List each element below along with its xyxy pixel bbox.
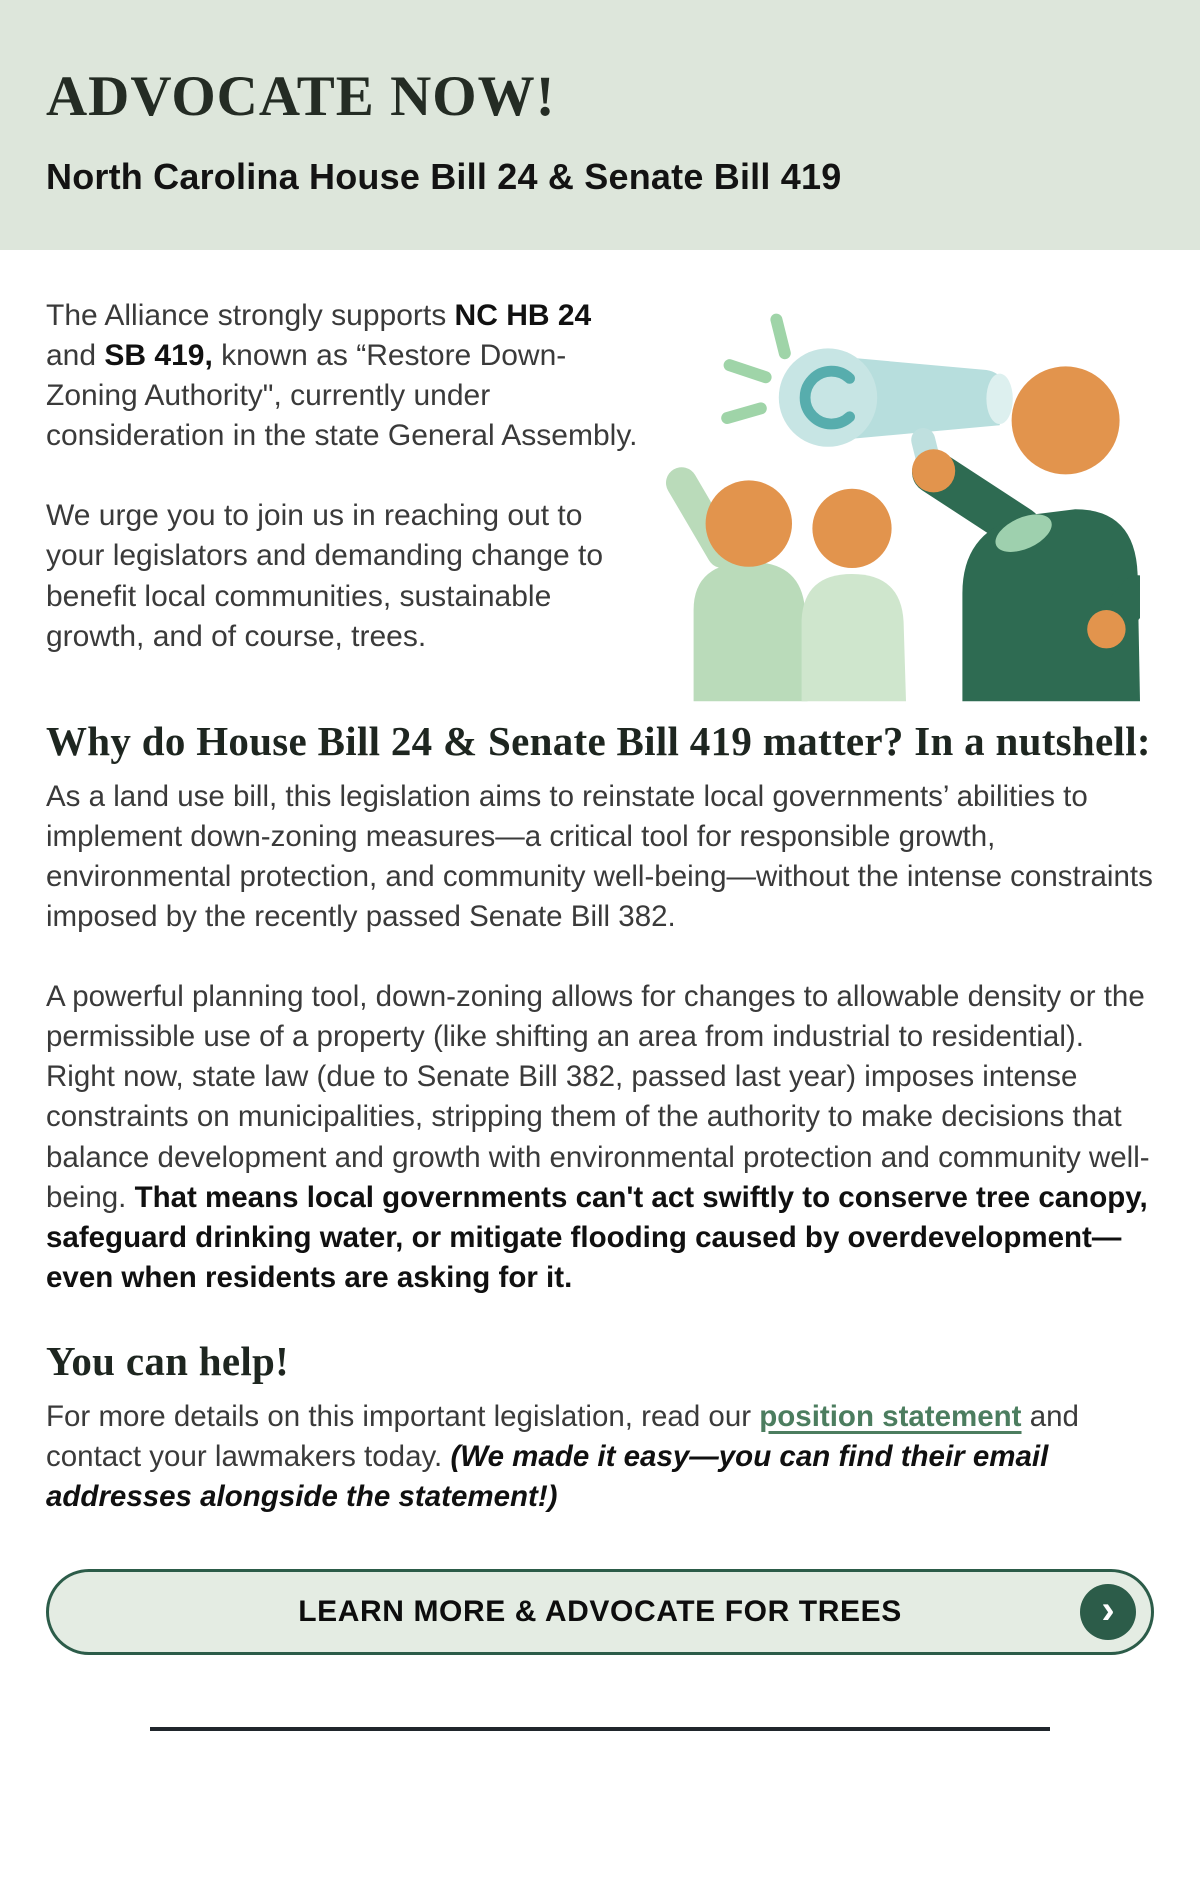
chevron-glyph: ›	[1101, 1587, 1115, 1632]
bill-name-sb419: SB 419,	[104, 338, 213, 372]
sound-waves-icon	[727, 319, 785, 417]
intro-section	[0, 250, 1200, 702]
header-banner	[0, 0, 1200, 250]
nutshell-paragraph-2	[46, 977, 1154, 1298]
page-title: ADVOCATE NOW!	[46, 65, 556, 128]
intro-paragraph-1	[46, 296, 646, 457]
text-segment: and	[46, 338, 105, 372]
text-segment: A powerful planning tool, down-zoning allows for changes to allowable density or the permissible use of a property (like shifting an area from industrial to residential). Right now, state law (due to Senate Bill 382, passed last year) imposes intense constraints on municipalities, stripping them of the authority to make decisions that balance development and growth with environmental protection and community well-being.	[46, 980, 1150, 1214]
learn-more-button[interactable]	[46, 1569, 1154, 1655]
main-content	[0, 718, 1200, 1518]
intro-paragraph-2: We urge you to join us in reaching out to your legislators and demanding change to benefit local communities, sustainable growth, and of course, trees.	[46, 499, 604, 653]
emphasis-text: That means local governments can't act swiftly to conserve tree canopy, safeguard drinking water, or mitigate flooding caused by overdevelopment—even when residents are asking for it.	[46, 1180, 1148, 1294]
text-segment: known as “Restore Down-Zoning Authority", currently under consideration in the state General Assembly.	[46, 338, 638, 453]
megaphone-advocacy-illustration	[646, 296, 1154, 702]
page-subtitle: North Carolina House Bill 24 & Senate Bill 419	[46, 155, 842, 197]
text-segment: The Alliance strongly supports	[46, 298, 455, 332]
intro-text-column	[46, 296, 646, 702]
position-statement-link[interactable]: position statement	[759, 1400, 1022, 1434]
chevron-right-icon[interactable]	[1080, 1584, 1136, 1640]
text-segment: For more details on this important legislation, read our	[46, 1400, 760, 1434]
bill-name-hb24: NC HB 24	[454, 298, 592, 332]
nutshell-heading: Why do House Bill 24 & Senate Bill 419 matter? In a nutshell:	[46, 717, 1151, 764]
help-paragraph	[46, 1397, 1154, 1517]
crowd-figures	[682, 480, 906, 701]
megaphone-illustration-svg	[660, 302, 1140, 702]
text-segment: and contact your lawmakers today.	[46, 1400, 1079, 1474]
megaphone-icon	[779, 348, 1013, 480]
bottom-divider	[150, 1727, 1050, 1731]
help-heading: You can help!	[46, 1338, 290, 1384]
nutshell-paragraph-1: As a land use bill, this legislation aims to reinstate local governments’ abilities to implement down-zoning measures—a critical tool for responsible growth, environmental protection, and community well-being—without the intense constraints imposed by the recently passed Senate Bill 382.	[46, 779, 1153, 934]
emphasis-italic-text: (We made it easy—you can find their email addresses alongside the statement!)	[46, 1440, 1049, 1514]
learn-more-button-label: LEARN MORE & ADVOCATE FOR TREES	[298, 1595, 902, 1629]
